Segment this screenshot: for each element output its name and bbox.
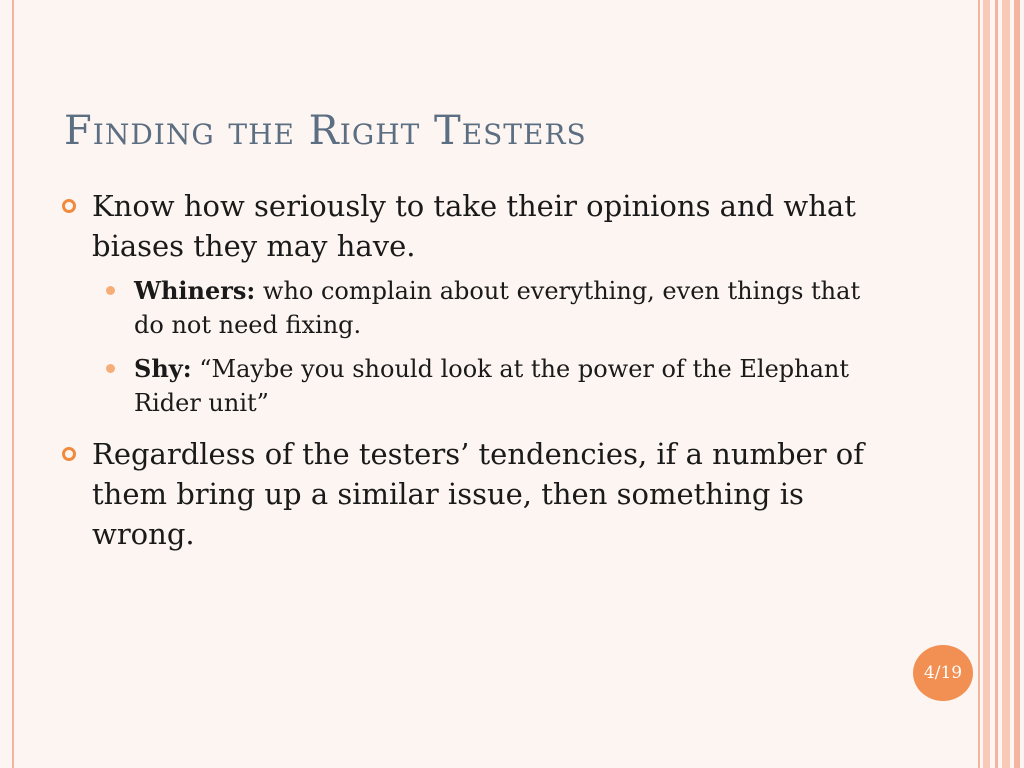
sub-bullet-item <box>106 352 892 420</box>
dot-bullet-icon <box>106 364 115 373</box>
stripe <box>978 0 980 768</box>
stripe <box>1002 0 1010 768</box>
bullet-text: Know how seriously to take their opinions and what biases they may have. <box>92 189 856 263</box>
bullet-item <box>62 434 892 554</box>
sub-bullet-label: Shy: <box>134 354 192 383</box>
left-border-rule <box>12 0 14 768</box>
bullet-item <box>62 186 892 266</box>
right-stripes <box>974 0 1024 768</box>
slide-title: Finding the Right Testers <box>64 108 587 154</box>
stripe <box>1014 0 1020 768</box>
sub-bullet-label: Whiners: <box>134 276 256 305</box>
page-number-badge: 4/19 <box>913 645 973 701</box>
ring-bullet-icon <box>62 199 76 213</box>
sub-bullet-list <box>106 274 892 420</box>
slide-body <box>62 186 892 562</box>
sub-bullet-text: who complain about everything, even things that do not need fixing. <box>134 277 861 339</box>
sub-bullet-text: “Maybe you should look at the power of the Elephant Rider unit” <box>134 355 850 417</box>
ring-bullet-icon <box>62 447 76 461</box>
sub-bullet-item <box>106 274 892 342</box>
bullet-text: Regardless of the testers’ tendencies, if a number of them bring up a similar issue, then something is wrong. <box>92 437 864 551</box>
stripe <box>983 0 990 768</box>
dot-bullet-icon <box>106 286 115 295</box>
stripe <box>995 0 998 768</box>
